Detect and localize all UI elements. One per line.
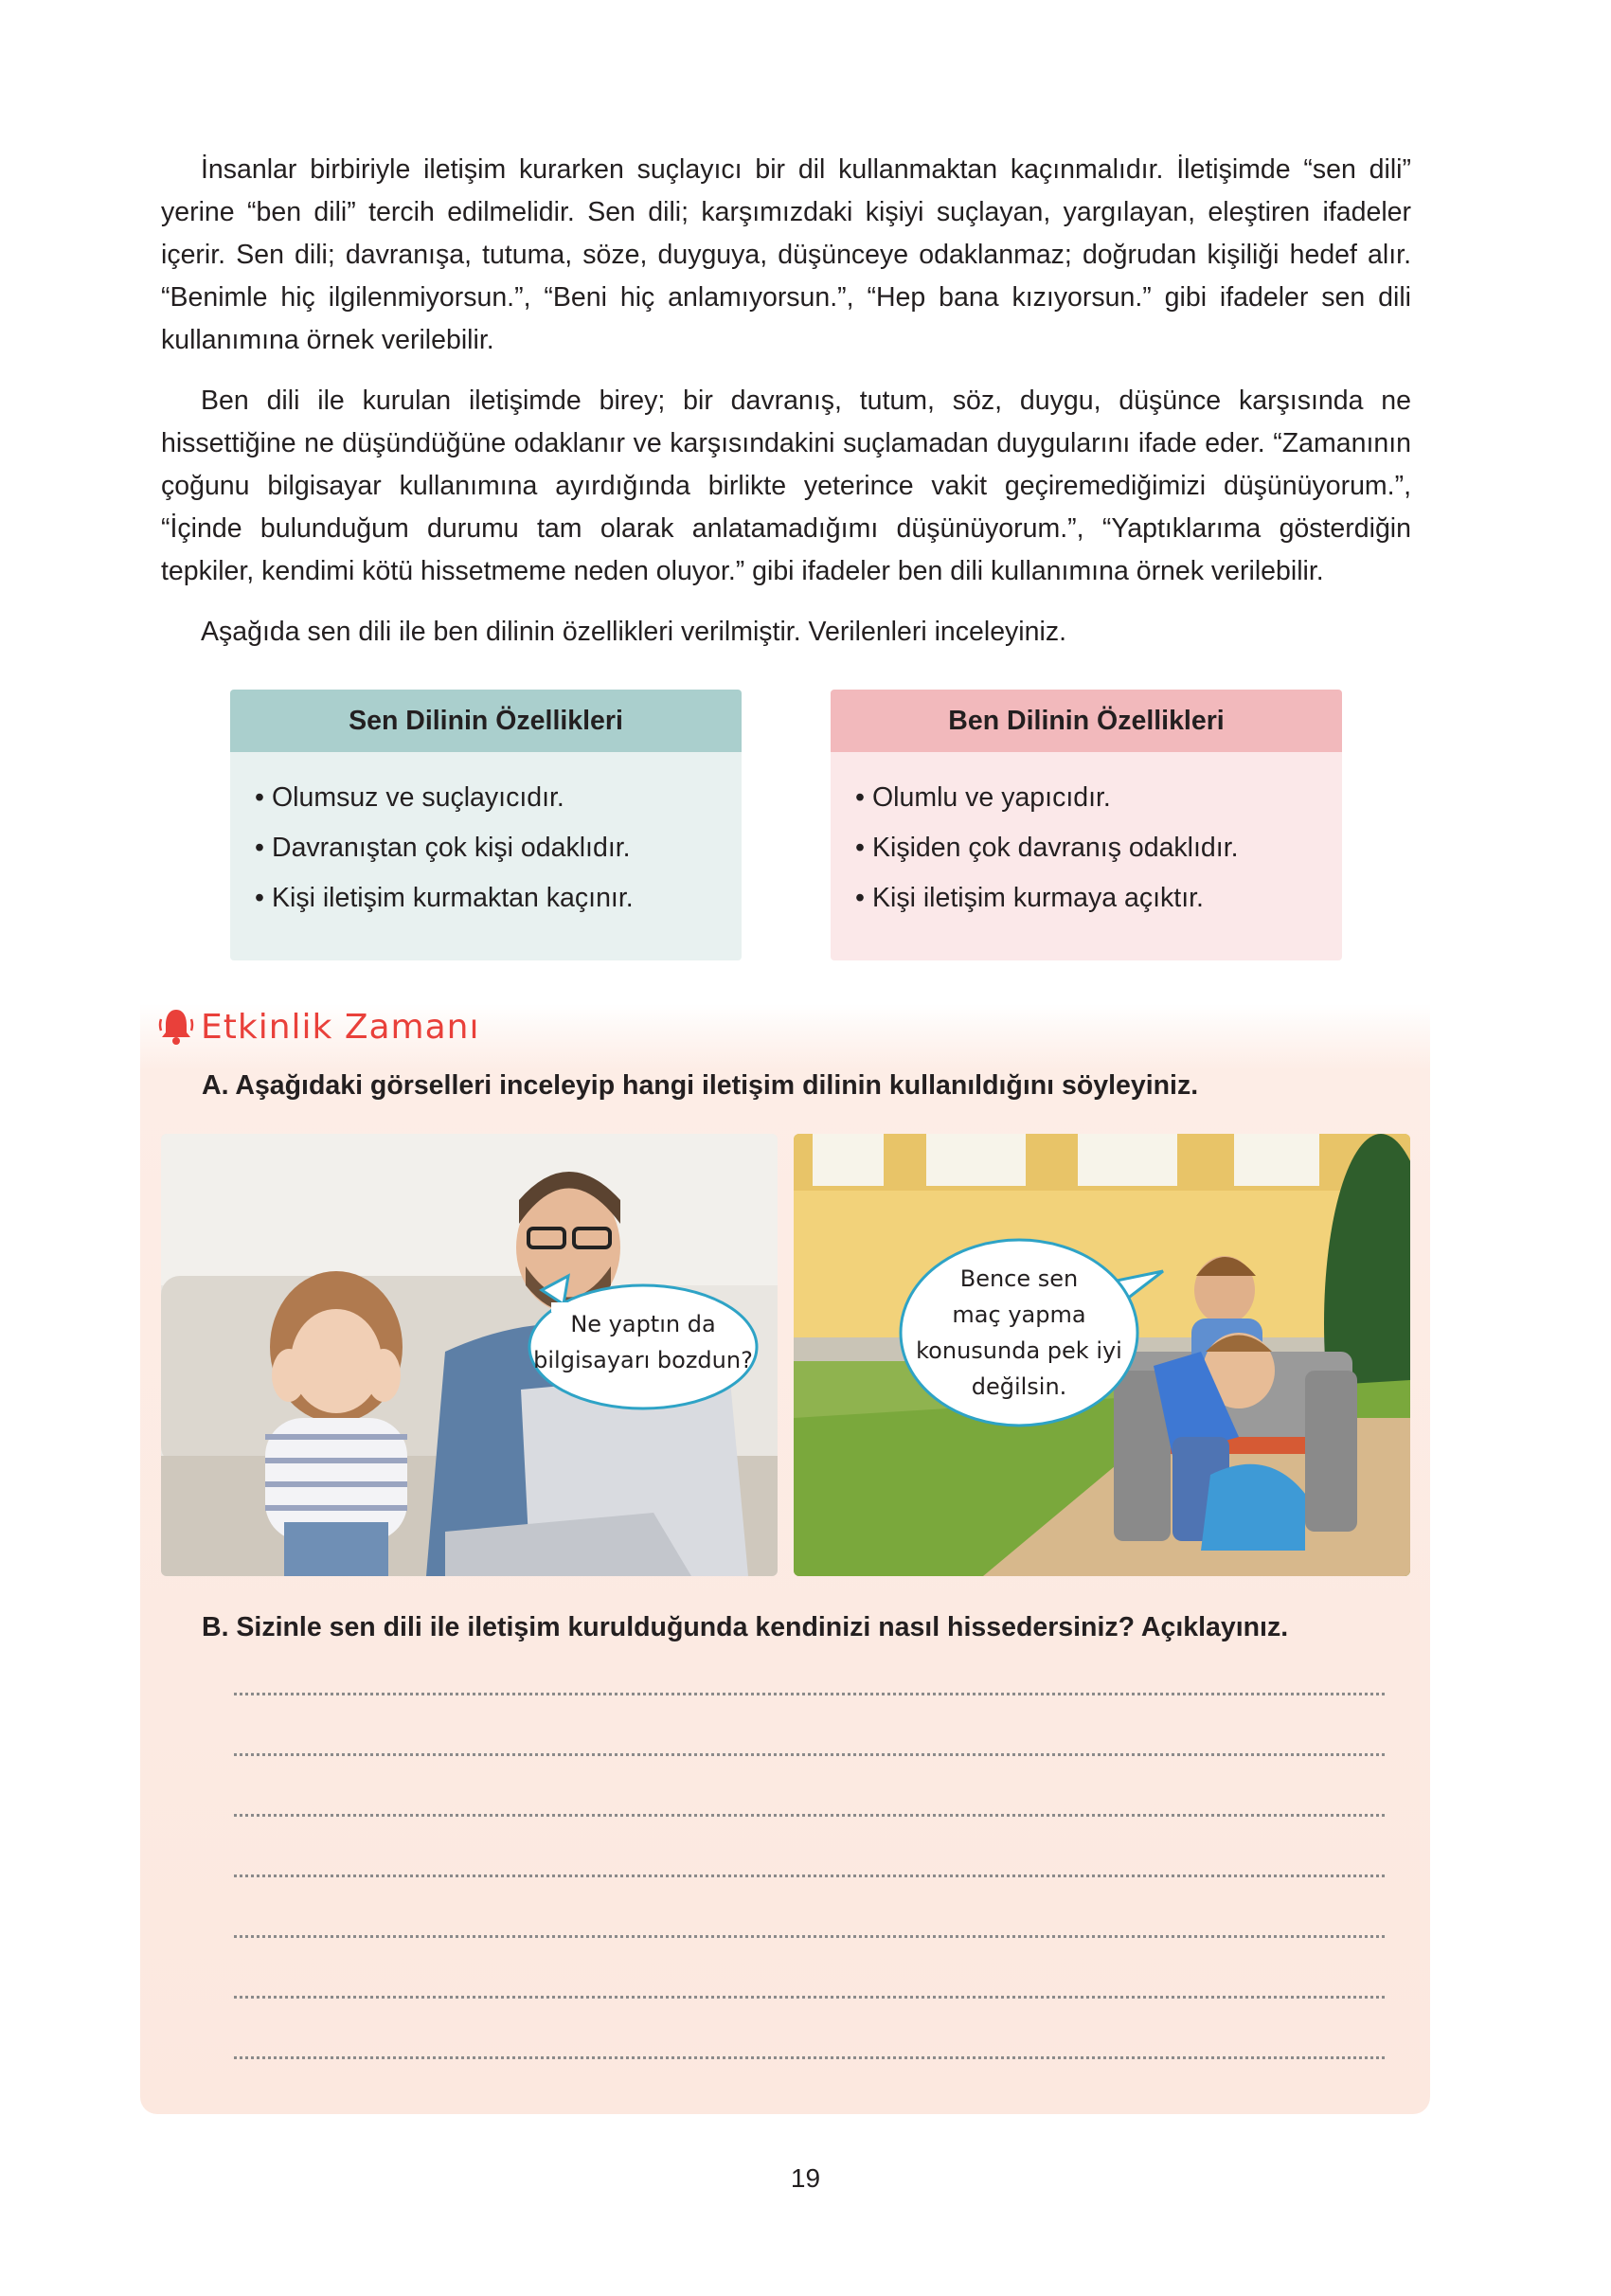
- speech-bubble-1: [529, 1306, 757, 1378]
- intro-paragraph-ben-dili: Ben dili ile kurulan iletişimde birey; bir davranış, tutum, söz, duygu, düşünce karşısında ne hissettiğine ne düşündüğüne odaklanır ve karşısındakini suçlamadan duygularını ifade eder. “Zamanının çoğunu bilgisayar kullanımına ayırdığında birlikte yeterince vakit geçiremediğimizi düşünüyorum.”, “İçinde bulunduğum durumu tam olarak anlatamadığımı düşünüyorum.”, “Yaptıklarıma gösterdiğin tepkiler, kendimi kötü hissetmeme neden oluyor.” gibi ifadeler ben dili kullanımına örnek verilebilir.: [161, 386, 1411, 586]
- sen-dili-card-title: Sen Dilinin Özellikleri: [230, 690, 742, 752]
- ben-dili-card: [831, 690, 1342, 960]
- photo-father-daughter: [161, 1134, 778, 1576]
- bubble-line: maç yapma: [952, 1301, 1086, 1328]
- bubble-line: Ne yaptın da: [570, 1311, 716, 1337]
- intro-paragraph-sen-dili: İnsanlar birbiriyle iletişim kurarken suçlayıcı bir dil kullanmaktan kaçınmalıdır. İletişimde “sen dili” yerine “ben dili” tercih edilmelidir. Sen dili; karşımızdaki kişiyi suçlayan, yargılayan, eleştiren ifadeler içerir. Sen dili; davranışa, tutuma, söze, duyguya, düşünceye odaklanmaz; doğrudan kişiliği hedef alır. “Benimle hiç ilgilenmiyorsun.”, “Beni hiç anlamıyorsun.”, “Hep bana kızıyorsun.” gibi ifadeler sen dili kullanımına örnek verilebilir.: [161, 154, 1411, 355]
- answer-line[interactable]: [234, 1874, 1385, 1877]
- bubble-line: değilsin.: [971, 1373, 1067, 1400]
- list-item: • Kişi iletişim kurmaya açıktır.: [855, 873, 1342, 924]
- list-item: • Kişi iletişim kurmaktan kaçınır.: [255, 873, 742, 924]
- list-item: • Olumlu ve yapıcıdır.: [855, 773, 1342, 823]
- answer-line[interactable]: [234, 1996, 1385, 1999]
- answer-line[interactable]: [234, 1814, 1385, 1817]
- sen-dili-list: [230, 752, 742, 924]
- photo-boys-bench: [794, 1134, 1410, 1576]
- bubble-line: konusunda pek iyi: [916, 1337, 1122, 1364]
- list-item: • Kişiden çok davranış odaklıdır.: [855, 823, 1342, 873]
- answer-line[interactable]: [234, 1693, 1385, 1695]
- bubble-line: bilgisayarı bozdun?: [533, 1347, 753, 1373]
- activity-title: Etkinlik Zamanı: [201, 1007, 480, 1047]
- bubble-line: Bence sen: [959, 1265, 1079, 1292]
- ben-dili-list: [831, 752, 1342, 924]
- bell-icon: [157, 1006, 195, 1048]
- answer-line[interactable]: [234, 1753, 1385, 1756]
- answer-line[interactable]: [234, 1935, 1385, 1938]
- list-item: • Davranıştan çok kişi odaklıdır.: [255, 823, 742, 873]
- sen-dili-card: [230, 690, 742, 960]
- list-item: • Olumsuz ve suçlayıcıdır.: [255, 773, 742, 823]
- page-number: 19: [790, 2163, 821, 2193]
- question-a: A. Aşağıdaki görselleri inceleyip hangi iletişim dilinin kullanıldığını söyleyiniz.: [202, 1070, 1199, 1101]
- activity-heading: [157, 1006, 480, 1048]
- question-b: B. Sizinle sen dili ile iletişim kurulduğunda kendinizi nasıl hissedersiniz? Açıklayınız.: [202, 1612, 1289, 1642]
- answer-line[interactable]: [234, 2056, 1385, 2059]
- ben-dili-card-title: Ben Dilinin Özellikleri: [831, 690, 1342, 752]
- instruction-paragraph: Aşağıda sen dili ile ben dilinin özellikleri verilmiştir. Verilenleri inceleyiniz.: [201, 617, 1066, 647]
- speech-bubble-2: [901, 1261, 1137, 1405]
